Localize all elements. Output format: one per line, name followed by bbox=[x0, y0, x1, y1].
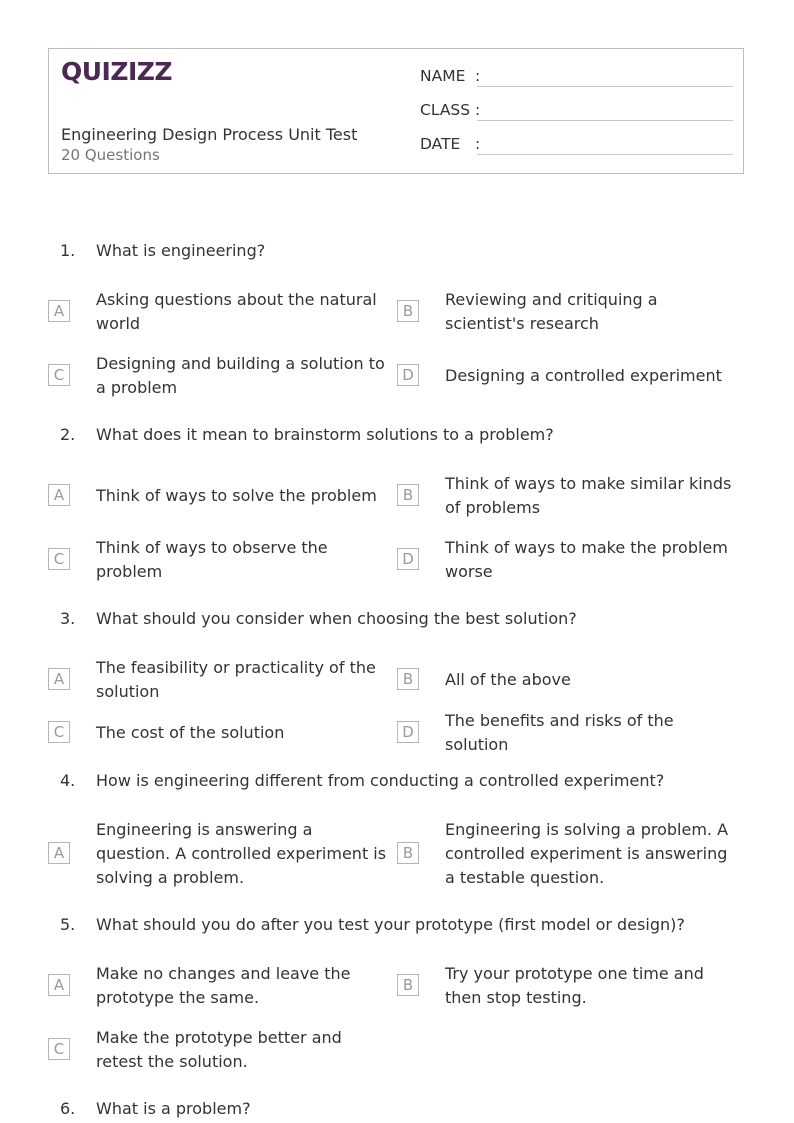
option-letter-d[interactable]: D bbox=[397, 548, 419, 570]
option-letter-b[interactable]: B bbox=[397, 668, 419, 690]
option-text-a: Make no changes and leave the prototype the same. bbox=[96, 964, 351, 1007]
name-line[interactable] bbox=[477, 86, 733, 87]
option-text-a: Asking questions about the natural world bbox=[96, 290, 377, 333]
option-text-c: Designing and building a solution to a problem bbox=[96, 354, 385, 397]
option-text-b: Try your prototype one time and then stop testing. bbox=[445, 964, 704, 1007]
option-text-c: Make the prototype better and retest the solution. bbox=[96, 1028, 342, 1071]
option-letter-a[interactable]: A bbox=[48, 668, 70, 690]
date-label: DATE bbox=[420, 135, 461, 153]
date-field[interactable] bbox=[420, 135, 485, 153]
date-colon: : bbox=[475, 135, 481, 153]
option-letter-b[interactable]: B bbox=[397, 842, 419, 864]
option-text-d: Think of ways to make the problem worse bbox=[445, 538, 728, 581]
option-text-b: Engineering is solving a problem. A controlled experiment is answering a testable question. bbox=[445, 820, 729, 887]
question-text: What should you consider when choosing the best solution? bbox=[96, 609, 577, 628]
option-text-c: The cost of the solution bbox=[96, 723, 285, 742]
option-letter-c[interactable]: C bbox=[48, 721, 70, 743]
question-number: 6. bbox=[60, 1099, 76, 1118]
question-number: 2. bbox=[60, 425, 76, 444]
worksheet-header bbox=[48, 48, 744, 174]
option-letter-d[interactable]: D bbox=[397, 364, 419, 386]
question-count: 20 Questions bbox=[61, 146, 160, 164]
worksheet-title: Engineering Design Process Unit Test bbox=[61, 125, 358, 144]
option-letter-b[interactable]: B bbox=[397, 974, 419, 996]
name-field[interactable] bbox=[420, 67, 485, 85]
question-text: What is engineering? bbox=[96, 241, 266, 260]
option-text-b: Think of ways to make similar kinds of problems bbox=[445, 474, 732, 517]
question-number: 4. bbox=[60, 771, 76, 790]
option-letter-b[interactable]: B bbox=[397, 484, 419, 506]
option-letter-a[interactable]: A bbox=[48, 484, 70, 506]
class-line[interactable] bbox=[477, 120, 733, 121]
question-number: 1. bbox=[60, 241, 76, 260]
question-text: What should you do after you test your prototype (first model or design)? bbox=[96, 915, 685, 934]
date-line[interactable] bbox=[477, 154, 733, 155]
option-letter-a[interactable]: A bbox=[48, 300, 70, 322]
option-letter-d[interactable]: D bbox=[397, 721, 419, 743]
option-letter-c[interactable]: C bbox=[48, 364, 70, 386]
option-text-b: All of the above bbox=[445, 670, 571, 689]
class-field[interactable] bbox=[420, 101, 485, 119]
name-label: NAME bbox=[420, 67, 466, 85]
option-letter-b[interactable]: B bbox=[397, 300, 419, 322]
question-text: What does it mean to brainstorm solutions to a problem? bbox=[96, 425, 554, 444]
class-colon: : bbox=[475, 101, 481, 119]
option-text-b: Reviewing and critiquing a scientist's research bbox=[445, 290, 658, 333]
option-text-d: Designing a controlled experiment bbox=[445, 366, 722, 385]
name-colon: : bbox=[475, 67, 481, 85]
question-number: 3. bbox=[60, 609, 76, 628]
question-text: What is a problem? bbox=[96, 1099, 251, 1118]
option-letter-a[interactable]: A bbox=[48, 974, 70, 996]
option-letter-c[interactable]: C bbox=[48, 548, 70, 570]
option-text-d: The benefits and risks of the solution bbox=[445, 711, 674, 754]
option-text-a: Engineering is answering a question. A controlled experiment is solving a problem. bbox=[96, 820, 387, 887]
quizizz-logo: QUIZIZZ bbox=[61, 57, 173, 86]
class-label: CLASS bbox=[420, 101, 471, 119]
option-letter-c[interactable]: C bbox=[48, 1038, 70, 1060]
option-text-a: The feasibility or practicality of the solution bbox=[96, 658, 376, 701]
option-text-c: Think of ways to observe the problem bbox=[96, 538, 328, 581]
option-text-a: Think of ways to solve the problem bbox=[96, 486, 377, 505]
option-letter-a[interactable]: A bbox=[48, 842, 70, 864]
question-text: How is engineering different from conducting a controlled experiment? bbox=[96, 771, 665, 790]
question-number: 5. bbox=[60, 915, 76, 934]
